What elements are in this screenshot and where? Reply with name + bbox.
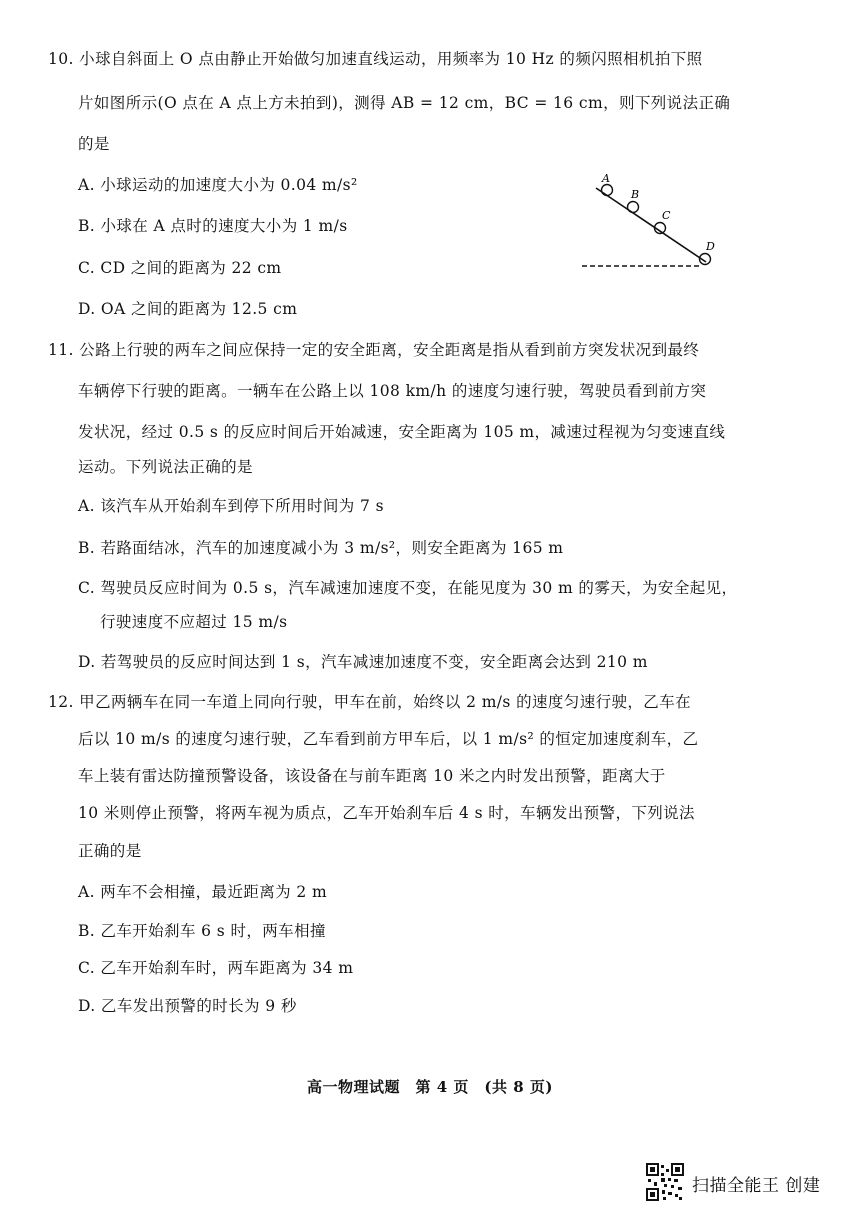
q12-stem-line-3: 车上装有雷达防撞预警设备，该设备在与前车距离 10 米之内时发出预警，距离大于 [78, 767, 666, 785]
q10-stem-line-1: 10. 小球自斜面上 O 点由静止开始做匀加速直线运动，用频率为 10 Hz 的频闪照相机拍下照 [48, 50, 703, 68]
q12-option-b: B. 乙车开始刹车 6 s 时，两车相撞 [78, 922, 326, 940]
ball-a [602, 185, 613, 196]
q12-option-a: A. 两车不会相撞，最近距离为 2 m [78, 883, 328, 901]
q10-stem-line-2: 片如图所示(O 点在 A 点上方未拍到)，测得 AB = 12 cm，BC = 16 cm，则下列说法正确 [78, 94, 731, 112]
q11-stem-line-1: 11. 公路上行驶的两车之间应保持一定的安全距离，安全距离是指从看到前方突发状况到最终 [48, 341, 700, 359]
qr-code-icon [646, 1163, 684, 1201]
q11-option-b: B. 若路面结冰，汽车的加速度减小为 3 m/s²，则安全距离为 165 m [78, 539, 564, 557]
incline-line [596, 188, 706, 262]
q12-stem-line-2: 后以 10 m/s 的速度匀速行驶，乙车看到前方甲车后，以 1 m/s² 的恒定加速度刹车，乙 [78, 730, 699, 748]
label-a: A [602, 172, 610, 185]
q12-stem-line-1: 12. 甲乙两辆车在同一车道上同向行驶，甲车在前，始终以 2 m/s 的速度匀速行驶，乙车在 [48, 693, 691, 711]
scanner-watermark: 扫描全能王 创建 [692, 1176, 821, 1196]
q10-option-a: A. 小球运动的加速度大小为 0.04 m/s² [78, 176, 358, 194]
q12-option-c: C. 乙车开始刹车时，两车距离为 34 m [78, 959, 354, 977]
q10-option-b: B. 小球在 A 点时的速度大小为 1 m/s [78, 217, 348, 235]
incline-figure [578, 170, 728, 280]
q11-stem-line-3: 发状况，经过 0.5 s 的反应时间后开始减速，安全距离为 105 m，减速过程视为匀变速直线 [78, 423, 726, 441]
page-footer: 高一物理试题 第 4 页 (共 8 页) [307, 1078, 553, 1096]
q10-option-c: C. CD 之间的距离为 22 cm [78, 259, 282, 277]
q12-stem-line-4: 10 米则停止预警，将两车视为质点，乙车开始刹车后 4 s 时，车辆发出预警，下列说法 [78, 804, 695, 822]
q10-option-d: D. OA 之间的距离为 12.5 cm [78, 300, 298, 318]
ball-b [628, 202, 639, 213]
q11-option-c-cont: 行驶速度不应超过 15 m/s [100, 613, 288, 631]
q11-option-c: C. 驾驶员反应时间为 0.5 s，汽车减速加速度不变，在能见度为 30 m 的雾天，为安全起见， [78, 579, 738, 597]
q12-stem-line-5: 正确的是 [78, 842, 142, 860]
label-c: C [662, 209, 671, 222]
label-d: D [706, 240, 715, 253]
q10-stem-line-3: 的是 [78, 135, 110, 153]
q11-option-a: A. 该汽车从开始刹车到停下所用时间为 7 s [78, 497, 384, 515]
q12-option-d: D. 乙车发出预警的时长为 9 秒 [78, 997, 297, 1015]
q11-stem-line-2: 车辆停下行驶的距离。一辆车在公路上以 108 km/h 的速度匀速行驶，驾驶员看到前方突 [78, 382, 707, 400]
q11-option-d: D. 若驾驶员的反应时间达到 1 s，汽车减速加速度不变，安全距离会达到 210 m [78, 653, 648, 671]
label-b: B [631, 188, 640, 201]
q11-stem-line-4: 运动。下列说法正确的是 [78, 458, 253, 476]
